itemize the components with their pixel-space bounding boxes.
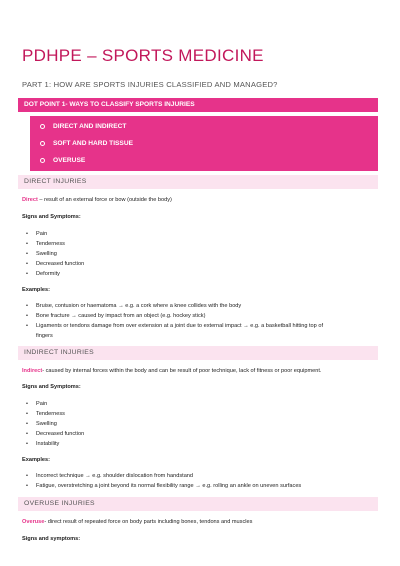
- list-item: • Decreased function: [36, 261, 84, 267]
- direct-examples-label: Examples:: [22, 287, 50, 293]
- list-item: • Swelling: [36, 251, 57, 257]
- dot-point-box: [30, 116, 378, 171]
- list-item: • Incorrect technique → e.g. shoulder dislocation from handstand: [36, 473, 193, 479]
- indirect-signs-label: Signs and Symptoms:: [22, 384, 81, 390]
- circle-bullet-icon: [40, 141, 45, 146]
- overuse-term: Overuse: [22, 519, 45, 525]
- direct-signs-label: Signs and Symptoms:: [22, 214, 81, 220]
- direct-term: Direct: [22, 197, 38, 203]
- direct-definition: Direct – result of an external force or bow (outside the body): [22, 197, 172, 203]
- indirect-definition: Indirect- caused by internal forces within the body and can be result of poor technique, lack of fitness or poor equipment.: [22, 368, 322, 374]
- page-subtitle: PART 1: HOW ARE SPORTS INJURIES CLASSIFIED AND MANAGED?: [22, 80, 278, 89]
- list-item: • Tenderness: [36, 411, 65, 417]
- list-item: • Bone fracture → caused by impact from an object (e.g. hockey stick): [36, 313, 205, 319]
- list-item-continuation: fingers: [36, 333, 53, 339]
- list-item: • Fatigue, overstretching a joint beyond its normal flexibility range → e.g. rolling an ankle on uneven surfaces: [36, 483, 301, 489]
- circle-bullet-icon: [40, 124, 45, 129]
- list-item: • Decreased function: [36, 431, 84, 437]
- overuse-signs-label: Signs and symptoms:: [22, 536, 81, 542]
- list-item: • Pain: [36, 401, 47, 407]
- dot-point-item: SOFT AND HARD TISSUE: [40, 140, 133, 147]
- circle-bullet-icon: [40, 158, 45, 163]
- list-item: • Swelling: [36, 421, 57, 427]
- list-item: • Tenderness: [36, 241, 65, 247]
- dot-point-item: DIRECT AND INDIRECT: [40, 123, 126, 130]
- list-item: • Pain: [36, 231, 47, 237]
- list-item: • Deformity: [36, 271, 60, 277]
- overuse-definition: Overuse- direct result of repeated force on body parts including bones, tendons and muscles: [22, 519, 253, 525]
- section-heading-indirect: INDIRECT INJURIES: [18, 346, 378, 360]
- section-heading-overuse: OVERUSE INJURIES: [18, 497, 378, 511]
- dot-point-heading: DOT POINT 1- WAYS TO CLASSIFY SPORTS INJURIES: [18, 98, 378, 112]
- page-title: PDHPE – SPORTS MEDICINE: [22, 46, 264, 65]
- indirect-examples-label: Examples:: [22, 457, 50, 463]
- list-item: • Ligaments or tendons damage from over extension at a joint due to external impact → e.g. a basketball hitting top of: [36, 323, 323, 329]
- section-heading-direct: DIRECT INJURIES: [18, 175, 378, 189]
- list-item: • Instability: [36, 441, 59, 447]
- dot-point-item: OVERUSE: [40, 157, 85, 164]
- indirect-term: Indirect: [22, 368, 43, 374]
- list-item: • Bruise, contusion or haematoma → e.g. a cork where a knee collides with the body: [36, 303, 241, 309]
